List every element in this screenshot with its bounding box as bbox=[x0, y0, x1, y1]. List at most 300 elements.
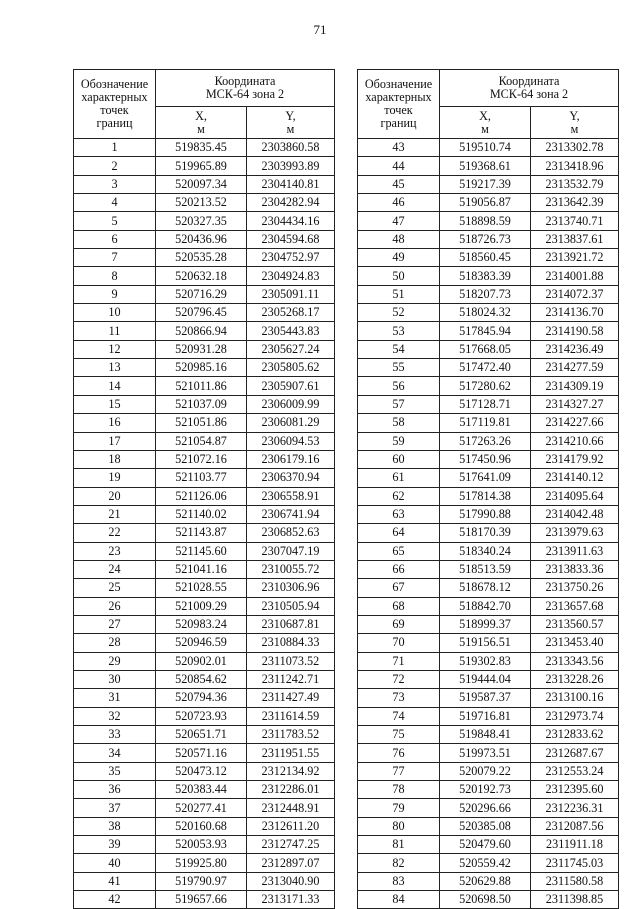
point-number-cell: 68 bbox=[358, 597, 440, 615]
point-number-cell: 55 bbox=[358, 359, 440, 377]
table-row bbox=[358, 744, 619, 762]
x-coordinate-cell: 519973.51 bbox=[440, 744, 531, 762]
y-coordinate-cell: 2313040.90 bbox=[247, 872, 335, 890]
table-row bbox=[358, 781, 619, 799]
x-coordinate-cell: 520716.29 bbox=[156, 285, 247, 303]
x-coordinate-cell: 520160.68 bbox=[156, 817, 247, 835]
table-row bbox=[358, 450, 619, 468]
x-coordinate-cell: 518999.37 bbox=[440, 615, 531, 633]
x-coordinate-cell: 521011.86 bbox=[156, 377, 247, 395]
y-coordinate-cell: 2313979.63 bbox=[531, 524, 619, 542]
table-row bbox=[358, 267, 619, 285]
table-row bbox=[358, 505, 619, 523]
y-coordinate-cell: 2311242.71 bbox=[247, 670, 335, 688]
table-row bbox=[358, 799, 619, 817]
x-coordinate-cell: 520723.93 bbox=[156, 707, 247, 725]
y-coordinate-cell: 2306094.53 bbox=[247, 432, 335, 450]
point-number-cell: 69 bbox=[358, 615, 440, 633]
table-row bbox=[74, 157, 335, 175]
y-coordinate-cell: 2311427.49 bbox=[247, 689, 335, 707]
point-number-cell: 38 bbox=[74, 817, 156, 835]
table-row bbox=[358, 836, 619, 854]
coordinates-table-right bbox=[357, 69, 619, 909]
point-number-cell: 14 bbox=[74, 377, 156, 395]
table-row bbox=[74, 359, 335, 377]
y-coordinate-cell: 2313453.40 bbox=[531, 634, 619, 652]
x-coordinate-cell: 520385.08 bbox=[440, 817, 531, 835]
y-coordinate-cell: 2314042.48 bbox=[531, 505, 619, 523]
x-coordinate-cell: 517119.81 bbox=[440, 414, 531, 432]
point-number-cell: 47 bbox=[358, 212, 440, 230]
point-number-cell: 76 bbox=[358, 744, 440, 762]
y-coordinate-cell: 2313228.26 bbox=[531, 670, 619, 688]
x-coordinate-cell: 520698.50 bbox=[440, 891, 531, 909]
x-coordinate-cell: 520931.28 bbox=[156, 340, 247, 358]
y-coordinate-cell: 2304594.68 bbox=[247, 230, 335, 248]
x-coordinate-cell: 517641.09 bbox=[440, 469, 531, 487]
y-coordinate-cell: 2304282.94 bbox=[247, 194, 335, 212]
x-coordinate-cell: 520866.94 bbox=[156, 322, 247, 340]
point-number-cell: 52 bbox=[358, 304, 440, 322]
y-coordinate-cell: 2312687.67 bbox=[531, 744, 619, 762]
table-row bbox=[74, 505, 335, 523]
header-point-designation: Обозначение характерных точек границ bbox=[74, 70, 156, 139]
table-row bbox=[74, 139, 335, 157]
table-row bbox=[358, 652, 619, 670]
point-number-cell: 8 bbox=[74, 267, 156, 285]
x-coordinate-cell: 520946.59 bbox=[156, 634, 247, 652]
table-row bbox=[74, 560, 335, 578]
y-coordinate-cell: 2307047.19 bbox=[247, 542, 335, 560]
x-coordinate-cell: 520559.42 bbox=[440, 854, 531, 872]
point-number-cell: 75 bbox=[358, 726, 440, 744]
point-number-cell: 74 bbox=[358, 707, 440, 725]
table-row bbox=[358, 377, 619, 395]
y-coordinate-cell: 2312286.01 bbox=[247, 781, 335, 799]
point-number-cell: 21 bbox=[74, 505, 156, 523]
point-number-cell: 66 bbox=[358, 560, 440, 578]
point-number-cell: 37 bbox=[74, 799, 156, 817]
point-number-cell: 17 bbox=[74, 432, 156, 450]
x-coordinate-cell: 518898.59 bbox=[440, 212, 531, 230]
y-coordinate-cell: 2312611.20 bbox=[247, 817, 335, 835]
y-coordinate-cell: 2311580.58 bbox=[531, 872, 619, 890]
x-coordinate-cell: 518726.73 bbox=[440, 230, 531, 248]
x-coordinate-cell: 517263.26 bbox=[440, 432, 531, 450]
point-number-cell: 45 bbox=[358, 175, 440, 193]
table-row bbox=[358, 414, 619, 432]
point-number-cell: 34 bbox=[74, 744, 156, 762]
table-row bbox=[358, 872, 619, 890]
x-coordinate-cell: 521054.87 bbox=[156, 432, 247, 450]
x-coordinate-cell: 521041.16 bbox=[156, 560, 247, 578]
y-coordinate-cell: 2310306.96 bbox=[247, 579, 335, 597]
point-number-cell: 16 bbox=[74, 414, 156, 432]
point-number-cell: 73 bbox=[358, 689, 440, 707]
y-coordinate-cell: 2313911.63 bbox=[531, 542, 619, 560]
y-coordinate-cell: 2304924.83 bbox=[247, 267, 335, 285]
point-number-cell: 24 bbox=[74, 560, 156, 578]
point-number-cell: 12 bbox=[74, 340, 156, 358]
y-coordinate-cell: 2314190.58 bbox=[531, 322, 619, 340]
y-coordinate-cell: 2306081.29 bbox=[247, 414, 335, 432]
table-row bbox=[358, 615, 619, 633]
y-coordinate-cell: 2314072.37 bbox=[531, 285, 619, 303]
x-coordinate-cell: 519056.87 bbox=[440, 194, 531, 212]
point-number-cell: 30 bbox=[74, 670, 156, 688]
table-row bbox=[358, 487, 619, 505]
x-coordinate-cell: 517845.94 bbox=[440, 322, 531, 340]
table-row bbox=[358, 817, 619, 835]
table-row bbox=[74, 524, 335, 542]
y-coordinate-cell: 2311398.85 bbox=[531, 891, 619, 909]
point-number-cell: 22 bbox=[74, 524, 156, 542]
table-row bbox=[358, 175, 619, 193]
y-coordinate-cell: 2313302.78 bbox=[531, 139, 619, 157]
x-coordinate-cell: 520079.22 bbox=[440, 762, 531, 780]
point-number-cell: 63 bbox=[358, 505, 440, 523]
y-coordinate-cell: 2305627.24 bbox=[247, 340, 335, 358]
point-number-cell: 31 bbox=[74, 689, 156, 707]
y-coordinate-cell: 2306852.63 bbox=[247, 524, 335, 542]
y-coordinate-cell: 2312236.31 bbox=[531, 799, 619, 817]
y-coordinate-cell: 2310505.94 bbox=[247, 597, 335, 615]
table-row bbox=[74, 744, 335, 762]
table-row bbox=[74, 450, 335, 468]
table-row bbox=[74, 469, 335, 487]
table-row bbox=[74, 175, 335, 193]
table-body bbox=[358, 139, 619, 909]
y-coordinate-cell: 2314095.64 bbox=[531, 487, 619, 505]
header-coordinate: Координата МСК-64 зона 2 bbox=[440, 70, 619, 107]
y-coordinate-cell: 2312833.62 bbox=[531, 726, 619, 744]
table-row bbox=[74, 836, 335, 854]
x-coordinate-cell: 521051.86 bbox=[156, 414, 247, 432]
table-row bbox=[358, 285, 619, 303]
table-row bbox=[74, 854, 335, 872]
table-row bbox=[74, 652, 335, 670]
point-number-cell: 36 bbox=[74, 781, 156, 799]
table-row bbox=[74, 579, 335, 597]
table-row bbox=[74, 634, 335, 652]
y-coordinate-cell: 2313657.68 bbox=[531, 597, 619, 615]
x-coordinate-cell: 519657.66 bbox=[156, 891, 247, 909]
header-x: X, м bbox=[156, 107, 247, 139]
x-coordinate-cell: 518513.59 bbox=[440, 560, 531, 578]
point-number-cell: 25 bbox=[74, 579, 156, 597]
x-coordinate-cell: 520213.52 bbox=[156, 194, 247, 212]
x-coordinate-cell: 519790.97 bbox=[156, 872, 247, 890]
x-coordinate-cell: 519716.81 bbox=[440, 707, 531, 725]
y-coordinate-cell: 2311745.03 bbox=[531, 854, 619, 872]
point-number-cell: 40 bbox=[74, 854, 156, 872]
y-coordinate-cell: 2314277.59 bbox=[531, 359, 619, 377]
y-coordinate-cell: 2311951.55 bbox=[247, 744, 335, 762]
x-coordinate-cell: 519965.89 bbox=[156, 157, 247, 175]
x-coordinate-cell: 517472.40 bbox=[440, 359, 531, 377]
table-row bbox=[358, 322, 619, 340]
point-number-cell: 11 bbox=[74, 322, 156, 340]
point-number-cell: 26 bbox=[74, 597, 156, 615]
y-coordinate-cell: 2304434.16 bbox=[247, 212, 335, 230]
point-number-cell: 32 bbox=[74, 707, 156, 725]
table-row bbox=[358, 395, 619, 413]
y-coordinate-cell: 2313171.33 bbox=[247, 891, 335, 909]
y-coordinate-cell: 2310687.81 bbox=[247, 615, 335, 633]
x-coordinate-cell: 521140.02 bbox=[156, 505, 247, 523]
y-coordinate-cell: 2314136.70 bbox=[531, 304, 619, 322]
point-number-cell: 35 bbox=[74, 762, 156, 780]
y-coordinate-cell: 2313642.39 bbox=[531, 194, 619, 212]
x-coordinate-cell: 520571.16 bbox=[156, 744, 247, 762]
point-number-cell: 49 bbox=[358, 249, 440, 267]
x-coordinate-cell: 520794.36 bbox=[156, 689, 247, 707]
table-row bbox=[74, 726, 335, 744]
y-coordinate-cell: 2312747.25 bbox=[247, 836, 335, 854]
point-number-cell: 51 bbox=[358, 285, 440, 303]
x-coordinate-cell: 520479.60 bbox=[440, 836, 531, 854]
x-coordinate-cell: 520983.24 bbox=[156, 615, 247, 633]
point-number-cell: 44 bbox=[358, 157, 440, 175]
header-point-designation: Обозначение характерных точек границ bbox=[358, 70, 440, 139]
point-number-cell: 3 bbox=[74, 175, 156, 193]
x-coordinate-cell: 518383.39 bbox=[440, 267, 531, 285]
table-row bbox=[74, 194, 335, 212]
table-row bbox=[358, 359, 619, 377]
table-row bbox=[74, 597, 335, 615]
y-coordinate-cell: 2305907.61 bbox=[247, 377, 335, 395]
x-coordinate-cell: 520985.16 bbox=[156, 359, 247, 377]
x-coordinate-cell: 521009.29 bbox=[156, 597, 247, 615]
point-number-cell: 7 bbox=[74, 249, 156, 267]
table-row bbox=[358, 670, 619, 688]
y-coordinate-cell: 2312134.92 bbox=[247, 762, 335, 780]
y-coordinate-cell: 2312973.74 bbox=[531, 707, 619, 725]
y-coordinate-cell: 2311783.52 bbox=[247, 726, 335, 744]
point-number-cell: 57 bbox=[358, 395, 440, 413]
y-coordinate-cell: 2314236.49 bbox=[531, 340, 619, 358]
y-coordinate-cell: 2306009.99 bbox=[247, 395, 335, 413]
point-number-cell: 79 bbox=[358, 799, 440, 817]
y-coordinate-cell: 2313921.72 bbox=[531, 249, 619, 267]
point-number-cell: 15 bbox=[74, 395, 156, 413]
point-number-cell: 58 bbox=[358, 414, 440, 432]
x-coordinate-cell: 519510.74 bbox=[440, 139, 531, 157]
table-row bbox=[358, 597, 619, 615]
table-row bbox=[74, 414, 335, 432]
table-row bbox=[358, 212, 619, 230]
table-row bbox=[74, 670, 335, 688]
table-row bbox=[74, 285, 335, 303]
table-row bbox=[358, 689, 619, 707]
table-row bbox=[358, 707, 619, 725]
x-coordinate-cell: 520436.96 bbox=[156, 230, 247, 248]
x-coordinate-cell: 520192.73 bbox=[440, 781, 531, 799]
x-coordinate-cell: 519835.45 bbox=[156, 139, 247, 157]
x-coordinate-cell: 520383.44 bbox=[156, 781, 247, 799]
x-coordinate-cell: 517280.62 bbox=[440, 377, 531, 395]
header-x: X, м bbox=[440, 107, 531, 139]
table-row bbox=[74, 267, 335, 285]
point-number-cell: 5 bbox=[74, 212, 156, 230]
point-number-cell: 64 bbox=[358, 524, 440, 542]
table-row bbox=[74, 615, 335, 633]
table-row bbox=[358, 469, 619, 487]
x-coordinate-cell: 520632.18 bbox=[156, 267, 247, 285]
table-row bbox=[74, 872, 335, 890]
table-row bbox=[74, 891, 335, 909]
y-coordinate-cell: 2313833.36 bbox=[531, 560, 619, 578]
point-number-cell: 54 bbox=[358, 340, 440, 358]
table-row bbox=[74, 249, 335, 267]
header-y: Y, м bbox=[247, 107, 335, 139]
table-row bbox=[74, 542, 335, 560]
point-number-cell: 77 bbox=[358, 762, 440, 780]
table-row bbox=[74, 230, 335, 248]
table-row bbox=[74, 707, 335, 725]
table-row bbox=[74, 322, 335, 340]
y-coordinate-cell: 2312897.07 bbox=[247, 854, 335, 872]
y-coordinate-cell: 2313418.96 bbox=[531, 157, 619, 175]
point-number-cell: 50 bbox=[358, 267, 440, 285]
x-coordinate-cell: 518024.32 bbox=[440, 304, 531, 322]
point-number-cell: 10 bbox=[74, 304, 156, 322]
coordinates-table-left bbox=[73, 69, 335, 909]
x-coordinate-cell: 519302.83 bbox=[440, 652, 531, 670]
y-coordinate-cell: 2314210.66 bbox=[531, 432, 619, 450]
x-coordinate-cell: 518560.45 bbox=[440, 249, 531, 267]
y-coordinate-cell: 2303860.58 bbox=[247, 139, 335, 157]
point-number-cell: 19 bbox=[74, 469, 156, 487]
point-number-cell: 9 bbox=[74, 285, 156, 303]
x-coordinate-cell: 521145.60 bbox=[156, 542, 247, 560]
point-number-cell: 80 bbox=[358, 817, 440, 835]
point-number-cell: 67 bbox=[358, 579, 440, 597]
y-coordinate-cell: 2305268.17 bbox=[247, 304, 335, 322]
x-coordinate-cell: 520327.35 bbox=[156, 212, 247, 230]
table-row bbox=[74, 781, 335, 799]
point-number-cell: 42 bbox=[74, 891, 156, 909]
point-number-cell: 83 bbox=[358, 872, 440, 890]
y-coordinate-cell: 2313837.61 bbox=[531, 230, 619, 248]
y-coordinate-cell: 2313532.79 bbox=[531, 175, 619, 193]
point-number-cell: 1 bbox=[74, 139, 156, 157]
y-coordinate-cell: 2313343.56 bbox=[531, 652, 619, 670]
x-coordinate-cell: 519587.37 bbox=[440, 689, 531, 707]
point-number-cell: 27 bbox=[74, 615, 156, 633]
point-number-cell: 18 bbox=[74, 450, 156, 468]
x-coordinate-cell: 517450.96 bbox=[440, 450, 531, 468]
x-coordinate-cell: 520053.93 bbox=[156, 836, 247, 854]
table-row bbox=[358, 524, 619, 542]
y-coordinate-cell: 2304752.97 bbox=[247, 249, 335, 267]
table-row bbox=[358, 249, 619, 267]
x-coordinate-cell: 520473.12 bbox=[156, 762, 247, 780]
x-coordinate-cell: 519217.39 bbox=[440, 175, 531, 193]
y-coordinate-cell: 2313560.57 bbox=[531, 615, 619, 633]
y-coordinate-cell: 2304140.81 bbox=[247, 175, 335, 193]
point-number-cell: 62 bbox=[358, 487, 440, 505]
table-row bbox=[74, 487, 335, 505]
x-coordinate-cell: 521072.16 bbox=[156, 450, 247, 468]
point-number-cell: 41 bbox=[74, 872, 156, 890]
table-row bbox=[74, 304, 335, 322]
y-coordinate-cell: 2310884.33 bbox=[247, 634, 335, 652]
x-coordinate-cell: 520902.01 bbox=[156, 652, 247, 670]
table-row bbox=[358, 542, 619, 560]
x-coordinate-cell: 519925.80 bbox=[156, 854, 247, 872]
point-number-cell: 2 bbox=[74, 157, 156, 175]
table-row bbox=[358, 762, 619, 780]
x-coordinate-cell: 517668.05 bbox=[440, 340, 531, 358]
table-row bbox=[358, 340, 619, 358]
y-coordinate-cell: 2306370.94 bbox=[247, 469, 335, 487]
x-coordinate-cell: 517990.88 bbox=[440, 505, 531, 523]
x-coordinate-cell: 518340.24 bbox=[440, 542, 531, 560]
y-coordinate-cell: 2306179.16 bbox=[247, 450, 335, 468]
point-number-cell: 82 bbox=[358, 854, 440, 872]
y-coordinate-cell: 2312553.24 bbox=[531, 762, 619, 780]
x-coordinate-cell: 520854.62 bbox=[156, 670, 247, 688]
y-coordinate-cell: 2305443.83 bbox=[247, 322, 335, 340]
point-number-cell: 78 bbox=[358, 781, 440, 799]
point-number-cell: 13 bbox=[74, 359, 156, 377]
point-number-cell: 33 bbox=[74, 726, 156, 744]
y-coordinate-cell: 2314140.12 bbox=[531, 469, 619, 487]
table-row bbox=[358, 579, 619, 597]
x-coordinate-cell: 521103.77 bbox=[156, 469, 247, 487]
table-row bbox=[358, 432, 619, 450]
table-row bbox=[358, 230, 619, 248]
x-coordinate-cell: 518678.12 bbox=[440, 579, 531, 597]
table-row bbox=[74, 432, 335, 450]
y-coordinate-cell: 2314179.92 bbox=[531, 450, 619, 468]
point-number-cell: 84 bbox=[358, 891, 440, 909]
table-row bbox=[358, 854, 619, 872]
x-coordinate-cell: 519848.41 bbox=[440, 726, 531, 744]
table-row bbox=[358, 560, 619, 578]
x-coordinate-cell: 519444.04 bbox=[440, 670, 531, 688]
point-number-cell: 23 bbox=[74, 542, 156, 560]
x-coordinate-cell: 518170.39 bbox=[440, 524, 531, 542]
y-coordinate-cell: 2313750.26 bbox=[531, 579, 619, 597]
table-row bbox=[358, 634, 619, 652]
point-number-cell: 4 bbox=[74, 194, 156, 212]
header-y: Y, м bbox=[531, 107, 619, 139]
table-row bbox=[74, 799, 335, 817]
point-number-cell: 56 bbox=[358, 377, 440, 395]
y-coordinate-cell: 2313100.16 bbox=[531, 689, 619, 707]
x-coordinate-cell: 518842.70 bbox=[440, 597, 531, 615]
y-coordinate-cell: 2314227.66 bbox=[531, 414, 619, 432]
point-number-cell: 48 bbox=[358, 230, 440, 248]
table-row bbox=[74, 817, 335, 835]
point-number-cell: 6 bbox=[74, 230, 156, 248]
table-body bbox=[74, 139, 335, 909]
y-coordinate-cell: 2311614.59 bbox=[247, 707, 335, 725]
point-number-cell: 43 bbox=[358, 139, 440, 157]
point-number-cell: 29 bbox=[74, 652, 156, 670]
x-coordinate-cell: 520296.66 bbox=[440, 799, 531, 817]
x-coordinate-cell: 520097.34 bbox=[156, 175, 247, 193]
x-coordinate-cell: 521143.87 bbox=[156, 524, 247, 542]
table-row bbox=[74, 212, 335, 230]
point-number-cell: 81 bbox=[358, 836, 440, 854]
point-number-cell: 72 bbox=[358, 670, 440, 688]
table-row bbox=[358, 304, 619, 322]
y-coordinate-cell: 2305805.62 bbox=[247, 359, 335, 377]
point-number-cell: 46 bbox=[358, 194, 440, 212]
